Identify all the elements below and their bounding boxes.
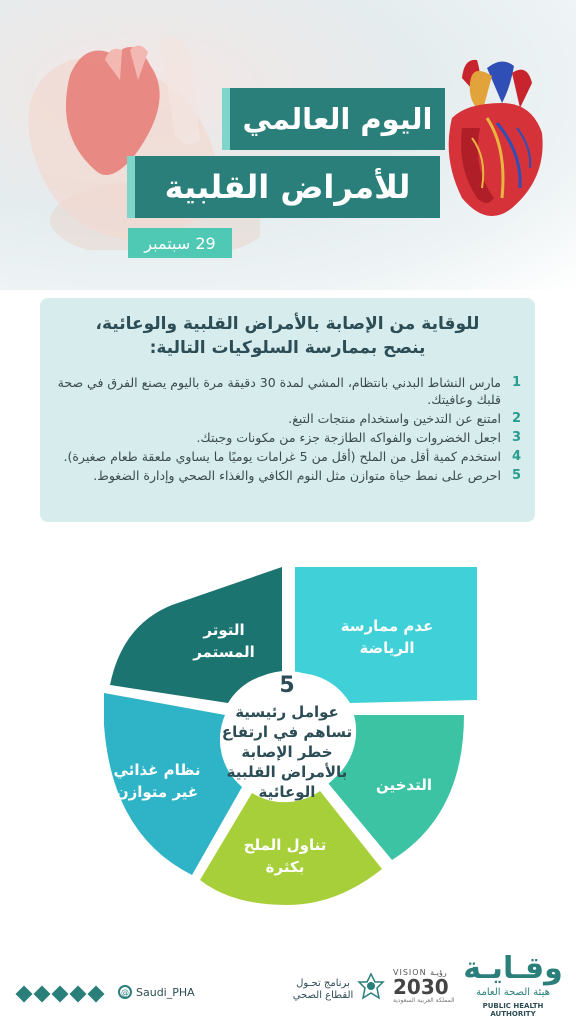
center-number: 5 [279,673,295,698]
page-title-line2: للأمراض القلبية [135,156,440,218]
center-line1: عوامل رئيسية [235,703,339,721]
prevention-heading-line1: للوقاية من الإصابة بالأمراض القلبية والوعائية، [95,314,480,334]
vision-number: 2030 [393,975,449,999]
segment-label: بكثرة [265,858,305,876]
center-line3: خطر الإصابة [241,743,333,761]
program-line1: برنامج تحـول [296,978,350,989]
program-line2: القطاع الصحي [292,990,354,1001]
tip-item [54,448,521,465]
tip-text: احرص على نمط حياة متوازن مثل النوم الكافي والغذاء الصحي وإدارة الضغوط. [93,468,501,483]
tip-text: امتنع عن التدخين واستخدام منتجات التبغ. [288,411,501,426]
tip-number: 1 [511,375,521,390]
risk-factors-wheel [92,565,482,910]
vision-subtitle: المملكة العربية السعودية [393,997,455,1004]
page-title-line1: اليوم العالمي [230,88,445,150]
center-line5: الوعائية [258,783,316,801]
wiqaya-logo: وقـايـة [463,951,563,986]
segment-label: التوتر [203,621,245,639]
national-emblem-icon [357,972,385,1002]
center-line4: بالأمراض القلبية [226,763,348,781]
tip-item [54,410,521,427]
social-handle-text: Saudi_PHA [136,985,195,999]
tip-number: 2 [511,411,521,426]
social-handle[interactable] [118,985,195,999]
heart-icon [432,58,550,228]
tip-number: 4 [511,449,521,464]
prevention-heading [54,312,521,360]
segment-label: المستمر [193,643,255,661]
tip-item [54,374,521,408]
vision-top-text: VISION رؤيـة [393,968,447,977]
segment-label: الرياضة [359,639,415,657]
prevention-heading-line2: ينصح بممارسة السلوكيات التالية: [149,338,426,358]
prevention-card [40,298,535,522]
segment-label: نظام غذائي [113,761,201,779]
date-badge: 29 سبتمبر [128,228,232,258]
tip-text: مارس النشاط البدني بانتظام، المشي لمدة 30 دقيقة مرة باليوم يصنع الفرق في صحة قلبك وعافيتك. [57,375,501,407]
tip-text: اجعل الخضروات والفواكه الطازجة جزء من مكونات وجبتك. [196,430,501,445]
title-accent-bar [127,156,135,218]
tip-text: استخدم كمية أقل من الملح (أقل من 5 غرامات يوميًا ما يساوي ملعقة طعام صغيرة). [63,449,501,464]
segment-label: عدم ممارسة [340,617,434,635]
health-transformation-program [290,978,356,1002]
tip-number: 3 [511,430,521,445]
center-line2: تساهم في ارتفاع [221,723,353,741]
segment-label: التدخين [376,776,432,794]
tip-number: 5 [511,468,521,483]
authority-name-ar: هيئة الصحة العامة [476,987,550,998]
vision-2030-logo [393,968,455,1006]
tip-item [54,467,521,484]
segment-label: تناول الملح [243,836,327,854]
authority-name-en: PUBLIC HEALTH AUTHORITY [482,1002,544,1018]
tip-item [54,429,521,446]
at-icon: @ [118,985,132,999]
title-accent-bar [222,88,230,150]
segment-label: غير متوازن [115,783,199,801]
